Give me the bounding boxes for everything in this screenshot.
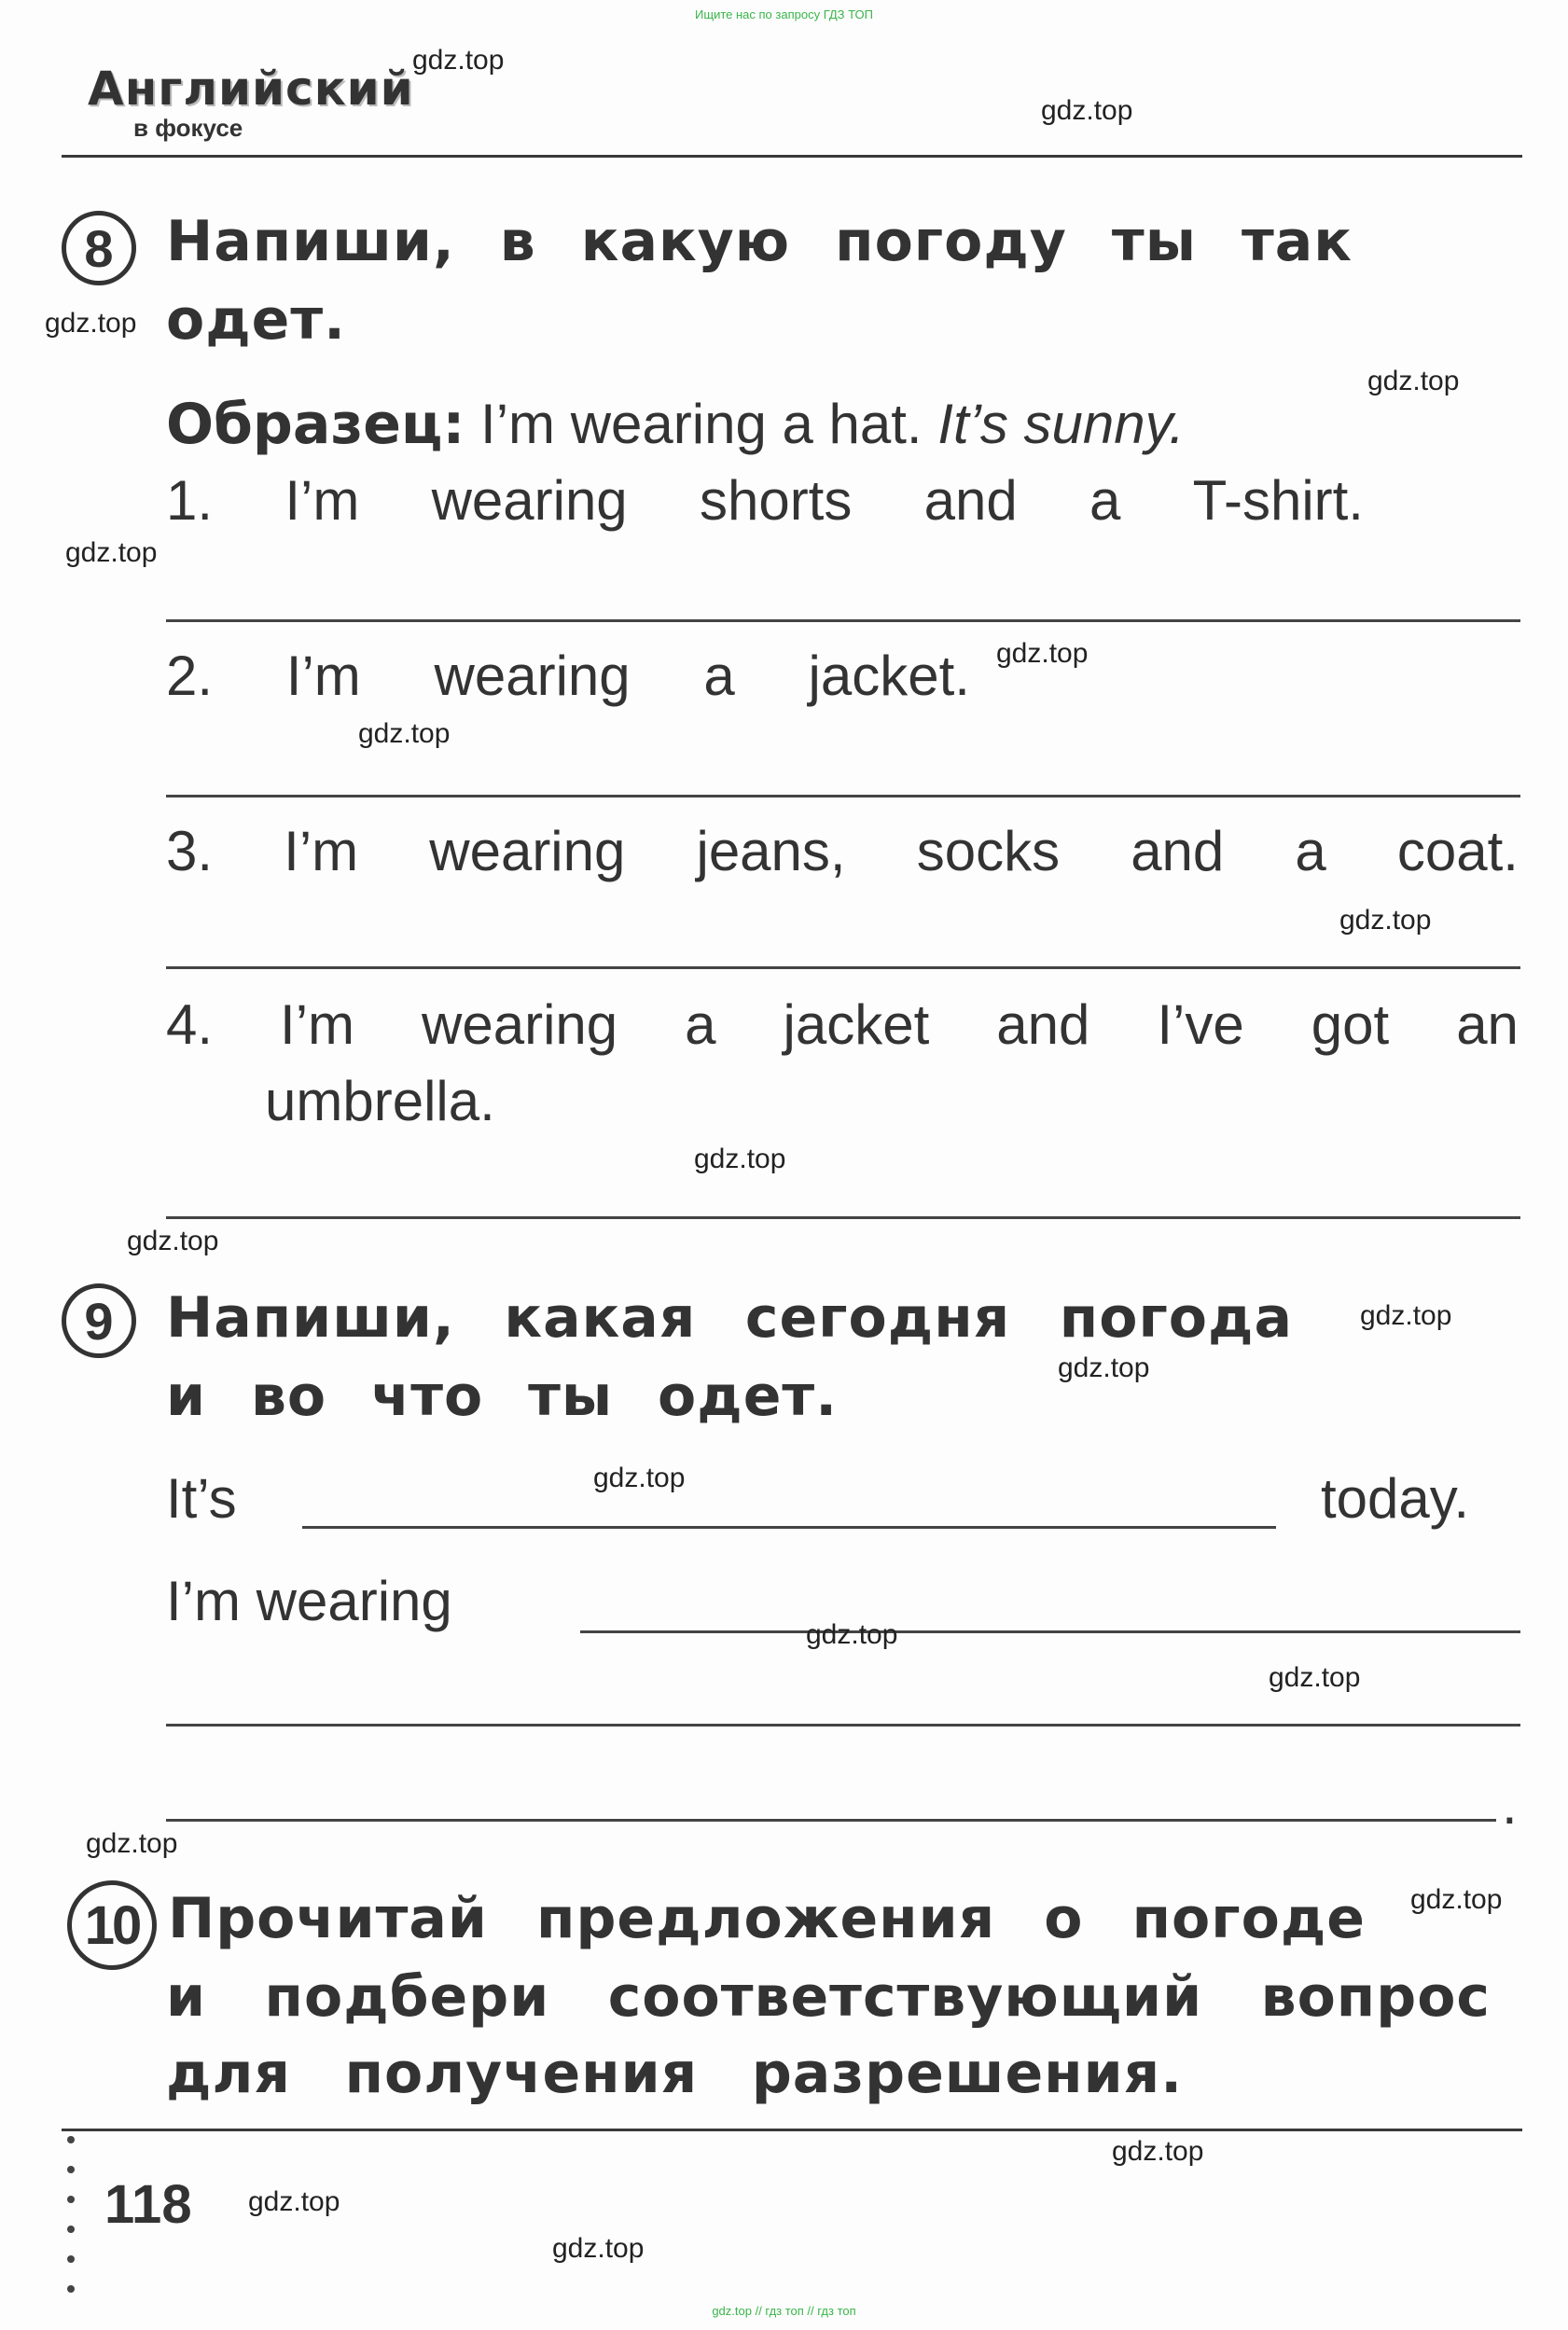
- task-10-title-line-3: для получения разрешения.: [166, 2041, 1183, 2106]
- watermark: gdz.top: [1058, 1352, 1150, 1383]
- logo-title: Английский: [88, 62, 414, 116]
- watermark: gdz.top: [65, 537, 158, 568]
- period-mark: .: [1502, 1773, 1518, 1836]
- watermark: gdz.top: [552, 2233, 645, 2264]
- watermark: gdz.top: [1367, 366, 1460, 396]
- answer-line-2[interactable]: [166, 795, 1520, 797]
- example-label: Образец:: [166, 392, 465, 457]
- weather-answer-line[interactable]: [302, 1526, 1276, 1529]
- watermark: gdz.top: [127, 1226, 219, 1256]
- page-margin-dots: [67, 2136, 76, 2315]
- watermark: gdz.top: [806, 1619, 898, 1650]
- task-8-item-3: 3. I’m wearing jeans, socks and a coat.: [166, 820, 1519, 882]
- watermark: gdz.top: [1041, 95, 1133, 126]
- task-8-title-line-2: одет.: [166, 287, 346, 353]
- answer-line-3[interactable]: [166, 966, 1520, 969]
- header-rule: [62, 155, 1522, 158]
- task-10-title-line-2: и подбери соответствующий вопрос: [166, 1964, 1491, 2030]
- watermark: gdz.top: [86, 1828, 178, 1859]
- task-9-title-line-2: и во что ты одет.: [166, 1364, 838, 1429]
- task-9-title-line-1: Напиши, какая сегодня погода: [166, 1285, 1293, 1351]
- watermark: gdz.top: [593, 1463, 686, 1493]
- answer-line-4[interactable]: [166, 1216, 1520, 1219]
- watermark: gdz.top: [996, 638, 1089, 669]
- task-8-item-4-cont: umbrella.: [265, 1070, 495, 1132]
- task-8-title-line-1: Напиши, в какую погоду ты так: [166, 209, 1353, 274]
- example-text: I’m wearing a hat.: [480, 393, 923, 455]
- top-banner[interactable]: Ищите нас по запросу ГДЗ ТОП: [695, 7, 873, 21]
- watermark: gdz.top: [412, 45, 505, 76]
- task-8-item-4: 4. I’m wearing a jacket and I’ve got an: [166, 993, 1519, 1056]
- task-8-number: 8: [62, 211, 136, 285]
- watermark: gdz.top: [1360, 1300, 1452, 1331]
- task-8-item-2: 2. I’m wearing a jacket.: [166, 645, 970, 707]
- task-10-number: 10: [67, 1880, 157, 1970]
- watermark: gdz.top: [1269, 1662, 1361, 1693]
- watermark: gdz.top: [694, 1144, 786, 1174]
- watermark: gdz.top: [358, 718, 451, 749]
- footer-rule: [62, 2129, 1522, 2131]
- watermark: gdz.top: [1339, 905, 1432, 936]
- clothes-answer-line-3[interactable]: [166, 1819, 1496, 1822]
- bottom-banner[interactable]: gdz.top // гдз топ // гдз топ: [712, 2304, 856, 2318]
- task-8-example: [166, 392, 1185, 457]
- task-8-item-1: 1. I’m wearing shorts and a T-shirt.: [166, 469, 1364, 532]
- page-number: 118: [104, 2174, 192, 2235]
- today-label: today.: [1321, 1467, 1469, 1530]
- its-label: It’s: [166, 1467, 237, 1530]
- im-wearing-label: I’m wearing: [166, 1570, 452, 1632]
- task-10-title-line-1: Прочитай предложения о погоде: [168, 1886, 1366, 1951]
- logo-subtitle: в фокусе: [133, 114, 243, 142]
- task-9-number: 9: [62, 1283, 136, 1358]
- answer-line-1[interactable]: [166, 619, 1520, 622]
- watermark: gdz.top: [1410, 1884, 1503, 1915]
- clothes-answer-line-1[interactable]: [580, 1630, 1520, 1633]
- watermark: gdz.top: [45, 308, 137, 339]
- clothes-answer-line-2[interactable]: [166, 1724, 1520, 1727]
- watermark: gdz.top: [1112, 2136, 1204, 2167]
- example-italic: It’s sunny.: [937, 393, 1185, 455]
- watermark: gdz.top: [248, 2186, 340, 2217]
